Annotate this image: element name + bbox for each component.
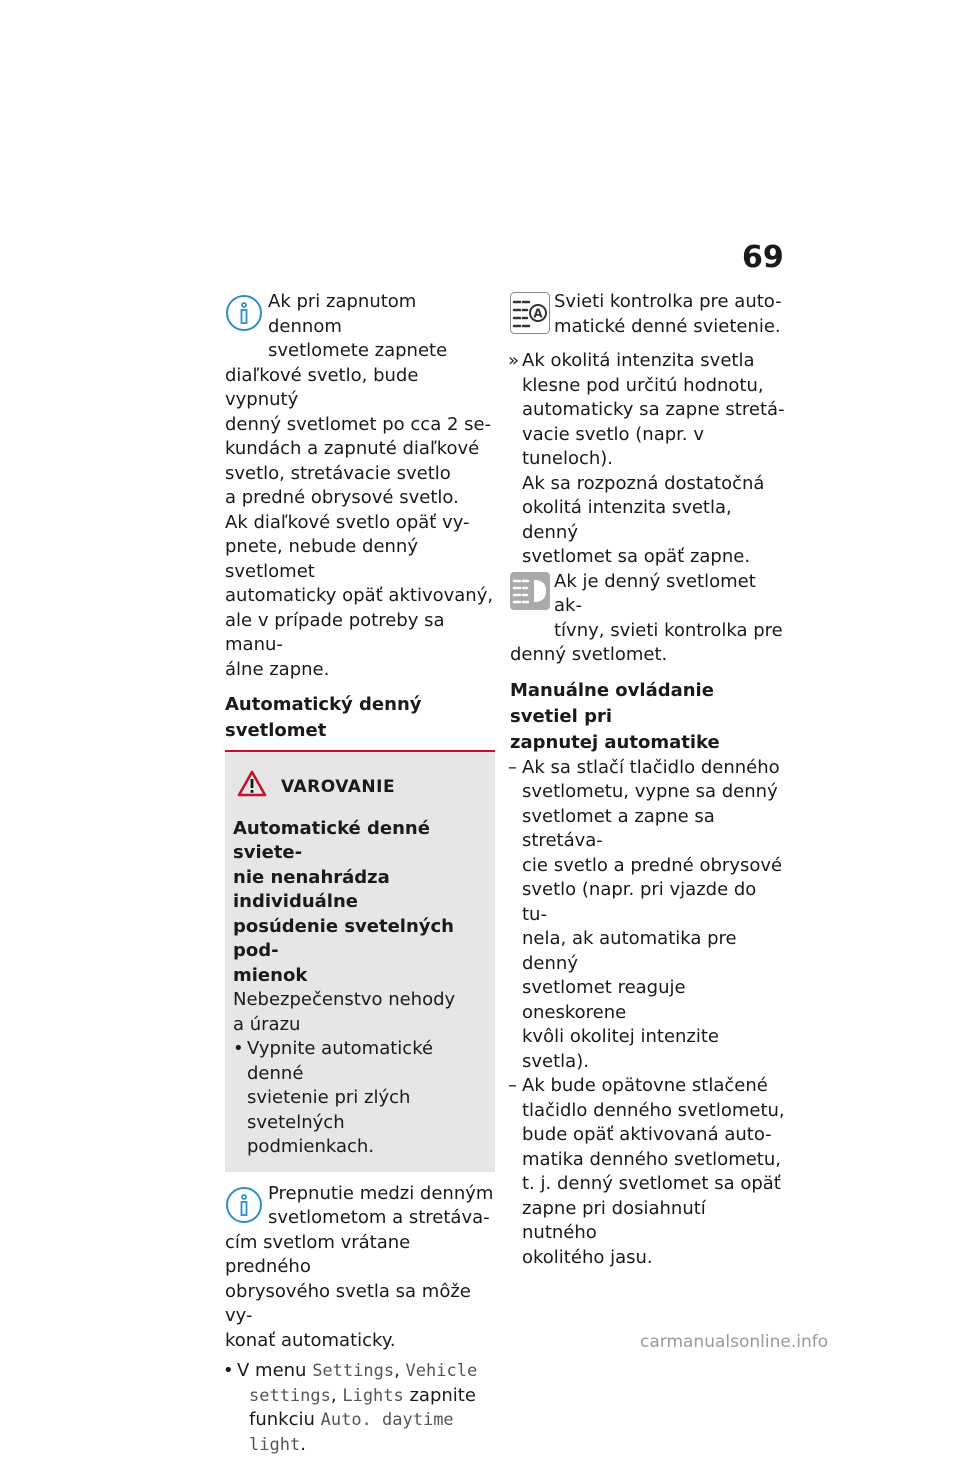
menu-function-name: Auto. daytime [320, 1410, 454, 1430]
menu-path-settings-2: settings [249, 1385, 331, 1406]
dash2-line: matika denného svetlometu, [522, 1148, 781, 1170]
arrow-line: automaticky sa zapne stretá- [522, 399, 785, 420]
bullet-marker: • [223, 1360, 234, 1381]
warning-title-line: Automatické denné sviete- [233, 817, 430, 863]
dash2-line: Ak bude opätovne stlačené [522, 1075, 768, 1096]
info2-line-2: svetlometom a stretáva- [268, 1207, 490, 1228]
dash-item-2 [510, 1074, 785, 1270]
info1-line: ale v prípade potreby sa manu- [225, 609, 445, 655]
dash1-line: Ak sa stlačí tlačidlo denného [522, 756, 780, 778]
watermark: carmanualsonline.info [640, 1332, 829, 1352]
dash2-line: okolitého jasu. [522, 1246, 653, 1268]
warning-text-line: a úrazu [233, 1013, 301, 1035]
indicator-auto-line-2: matické denné svietenie. [554, 315, 781, 337]
dash1-line: svetlomet a zapne sa stretáva- [522, 805, 715, 851]
left-column [225, 290, 495, 1457]
info-note-1 [225, 290, 495, 682]
right-column [510, 290, 785, 1270]
dash1-line: nela, ak automatika pre denný [522, 928, 737, 974]
menu-separator: , [394, 1360, 406, 1381]
info2-line-1: Prepnutie medzi denným [268, 1182, 494, 1204]
info-icon [225, 294, 263, 340]
dash-marker: – [508, 756, 517, 778]
section-heading-manual-2: zapnutej automatike [510, 731, 720, 753]
daytime-light-indicator-icon [510, 572, 550, 618]
menu-text: V menu [237, 1360, 313, 1381]
info2-line: cím svetlom vrátane predného [225, 1231, 411, 1277]
dash1-line: kvôli okolitej intenzite svetla). [522, 1026, 720, 1072]
svg-text:A: A [533, 306, 543, 321]
dash2-line: tlačidlo denného svetlometu, [522, 1099, 785, 1121]
dash2-line: bude opäť aktivovaná auto- [522, 1124, 772, 1145]
arrow-line: Ak sa rozpozná dostatočná [522, 472, 765, 494]
info1-line-2: svetlomete zapnete [268, 340, 448, 361]
menu-path-lights: Lights [342, 1385, 404, 1406]
page-number: 69 [742, 240, 784, 275]
info-icon [225, 1186, 263, 1232]
arrow-line: Ak okolitá intenzita svetla [522, 350, 755, 371]
dash2-line: zapne pri dosiahnutí nutného [522, 1197, 706, 1243]
warning-bullet [233, 1037, 485, 1160]
warning-box [225, 752, 495, 1172]
warning-title-line: nie nenahrádza individuálne [233, 866, 390, 912]
info1-line: Ak diaľkové svetlo opäť vy- [225, 511, 470, 533]
arrow-line: klesne pod určitú hodnotu, [522, 374, 764, 396]
indicator-daytime-line-3: denný svetlomet. [510, 644, 668, 665]
dash-item-1 [510, 756, 785, 1075]
menu-instruction [225, 1359, 495, 1457]
auto-daytime-light-indicator-icon [510, 292, 550, 342]
dash2-line: t. j. denný svetlomet sa opäť [522, 1173, 781, 1194]
warning-bullet-line: svietenie pri zlých svetelných [247, 1087, 411, 1133]
indicator-note-daytime [510, 570, 785, 668]
warning-text-line: Nebezpečenstvo nehody [233, 989, 456, 1010]
warning-triangle-icon [237, 770, 267, 805]
info1-line: svetlo, stretávacie svetlo [225, 462, 451, 484]
info2-line: konať automaticky. [225, 1329, 396, 1351]
arrow-marker: » [508, 350, 520, 371]
menu-text: zapnite [403, 1384, 476, 1406]
warning-label: VAROVANIE [281, 777, 396, 797]
info2-line: obrysového svetla sa môže vy- [225, 1280, 471, 1326]
warning-bullet-line: Vypnite automatické denné [247, 1038, 434, 1084]
info1-line: denný svetlomet po cca 2 se- [225, 413, 492, 435]
menu-text: . [300, 1433, 306, 1455]
indicator-daytime-line-1: Ak je denný svetlomet ak- [554, 570, 756, 616]
arrow-line: svetlomet sa opäť zapne. [522, 546, 751, 567]
section-heading-manual: Manuálne ovládanie svetiel pri [510, 679, 714, 727]
menu-text: funkciu [249, 1409, 321, 1430]
warning-title-line: mienok [233, 964, 308, 986]
info1-line: a predné obrysové svetlo. [225, 487, 459, 508]
dash1-line: cie svetlo a predné obrysové [522, 854, 783, 876]
arrow-line: vacie svetlo (napr. v tuneloch). [522, 423, 705, 469]
info1-line: kundách a zapnuté diaľkové [225, 438, 480, 459]
info1-line: diaľkové svetlo, bude vypnutý [225, 364, 419, 410]
warning-title-line: posúdenie svetelných pod- [233, 915, 455, 961]
info1-line: automaticky opäť aktivovaný, [225, 585, 494, 606]
info-note-2 [225, 1182, 495, 1354]
menu-path-vehicle: Vehicle [405, 1361, 478, 1381]
dash1-line: svetlomet reaguje oneskorene [522, 977, 686, 1023]
menu-function-name-2: light [249, 1434, 301, 1455]
info1-line: pnete, nebude denný svetlomet [225, 536, 418, 582]
section-heading: Automatický denný svetlomet [225, 694, 422, 741]
menu-path-settings: Settings [312, 1361, 395, 1381]
menu-separator: , [330, 1384, 343, 1406]
warning-bullet-line: podmienkach. [247, 1136, 375, 1157]
dash1-line: svetlometu, vypne sa denný [522, 781, 778, 802]
indicator-daytime-line-2: tívny, svieti kontrolka pre [554, 619, 783, 641]
indicator-note-auto [510, 290, 785, 339]
dash-marker: – [508, 1075, 517, 1096]
info1-line: álne zapne. [225, 658, 330, 680]
arrow-note [510, 349, 785, 570]
arrow-line: okolitá intenzita svetla, denný [522, 497, 732, 543]
indicator-auto-line-1: Svieti kontrolka pre auto- [554, 291, 782, 312]
info1-line-1: Ak pri zapnutom dennom [268, 291, 417, 337]
dash1-line: svetlo (napr. pri vjazde do tu- [522, 879, 757, 925]
bullet-marker: • [233, 1038, 244, 1059]
